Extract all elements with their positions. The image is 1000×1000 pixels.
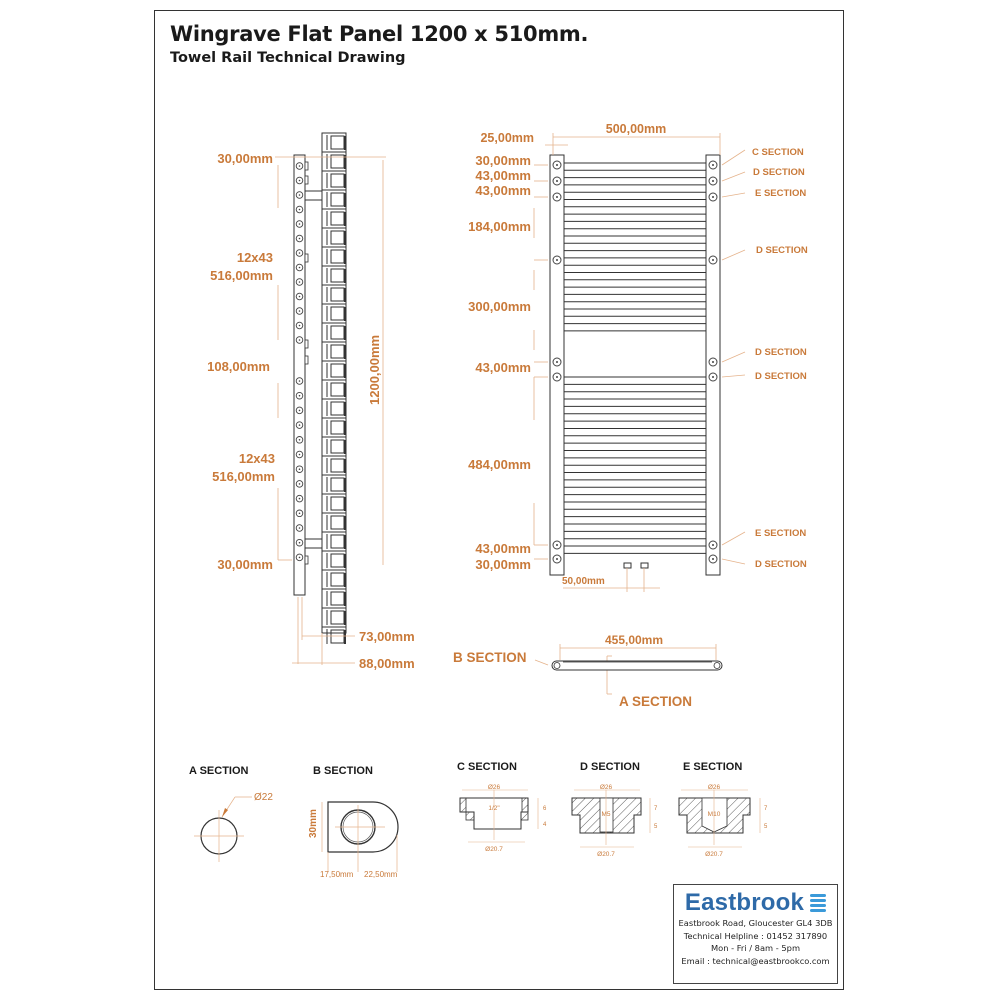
label-e-section-1: E SECTION [755,188,807,199]
d-section-detail [572,761,658,858]
company-info-box [673,884,838,984]
e-section-h2: 5 [764,824,768,830]
e-section-h1: 7 [764,806,768,812]
top-b-section-label: B SECTION [453,650,527,665]
front-dim-5: 43,00mm [475,360,531,375]
horizontal-bars [564,163,706,553]
bracket-bottom [305,539,322,548]
label-e-section-2: E SECTION [755,528,807,539]
b-section-height: 30mm [308,809,319,838]
bracket-top [305,191,322,200]
pipe-right [641,563,648,568]
side-dim-group-2: 516,00mm [212,469,275,484]
front-dim-8: 30,00mm [475,557,531,572]
front-dim-2: 43,00mm [475,183,531,198]
c-section-h1: 6 [543,806,547,812]
c-section-thread: 1/2" [488,805,500,812]
d-section-thread: M5 [601,811,611,818]
wall-column [322,133,346,644]
front-view [468,122,808,592]
front-dim-7: 43,00mm [475,541,531,556]
wave-icon [810,894,826,912]
company-name: Eastbrook [684,889,805,916]
top-a-section-label: A SECTION [619,694,693,709]
front-dim-offset: 25,00mm [480,131,534,145]
e-section-detail [679,761,768,858]
page-title: Wingrave Flat Panel 1200 x 510mm. [170,22,589,46]
label-d-section-5: D SECTION [755,559,807,570]
side-dim-group-1: 516,00mm [210,268,273,283]
front-dim-width: 500,00mm [605,122,667,136]
label-d-section-2: D SECTION [756,245,808,256]
side-dim-count-1: 12x43 [236,250,273,265]
side-dim-bottom: 30,00mm [217,557,273,572]
label-d-section-3: D SECTION [755,347,807,358]
front-dim-3: 184,00mm [468,219,531,234]
e-section-top-dia: Ø26 [707,784,721,791]
label-c-section: C SECTION [752,147,804,158]
company-helpline: Technical Helpline : 01452 317890 [683,930,828,941]
side-dim-count-2: 12x43 [238,451,275,466]
pipe-left [624,563,631,568]
side-view [207,133,415,671]
e-section-bottom-dia: Ø20.7 [705,851,723,858]
d-section-h1: 7 [654,806,658,812]
e-section-title: E SECTION [683,761,743,773]
b-section-title: B SECTION [313,765,373,777]
c-section-top-dia: Ø26 [487,784,501,791]
c-section-bottom-dia: Ø20.7 [485,846,503,853]
front-dim-4: 300,00mm [468,299,531,314]
c-section-h2: 4 [543,822,547,828]
side-dim-top: 30,00mm [217,151,273,166]
page-subtitle: Towel Rail Technical Drawing [170,50,406,66]
front-dim-pipe: 50,00mm [562,576,605,587]
side-dim-height: 1200,00mm [367,334,382,405]
d-section-title: D SECTION [580,761,640,773]
side-dim-depth-inner: 73,00mm [359,629,415,644]
b-section-detail [308,765,398,879]
e-section-thread: M10 [707,811,721,818]
company-hours: Mon - Fri / 8am - 5pm [710,943,801,953]
c-section-title: C SECTION [457,761,517,773]
company-address: Eastbrook Road, Gloucester GL4 3DB [678,918,833,928]
a-section-dia: Ø22 [254,792,273,803]
front-dim-0: 30,00mm [475,153,531,168]
label-d-section-1: D SECTION [753,167,805,178]
side-dim-depth-outer: 88,00mm [359,656,415,671]
d-section-h2: 5 [654,824,658,830]
d-section-bottom-dia: Ø20.7 [597,851,615,858]
a-section-detail [189,765,273,862]
top-dim-width: 455,00mm [604,633,664,647]
top-view [453,633,722,709]
side-dim-gap: 108,00mm [207,359,270,374]
b-section-w1: 17,50mm [320,870,354,879]
d-section-top-dia: Ø26 [599,784,613,791]
front-dim-1: 43,00mm [475,168,531,183]
company-email: Email : technical@eastbrookco.com [681,955,830,966]
label-d-section-4: D SECTION [755,371,807,382]
a-section-title: A SECTION [189,765,249,777]
b-section-w2: 22,50mm [364,870,398,879]
front-dim-6: 484,00mm [468,457,531,472]
company-logo [674,889,837,917]
c-section-detail [457,761,547,853]
